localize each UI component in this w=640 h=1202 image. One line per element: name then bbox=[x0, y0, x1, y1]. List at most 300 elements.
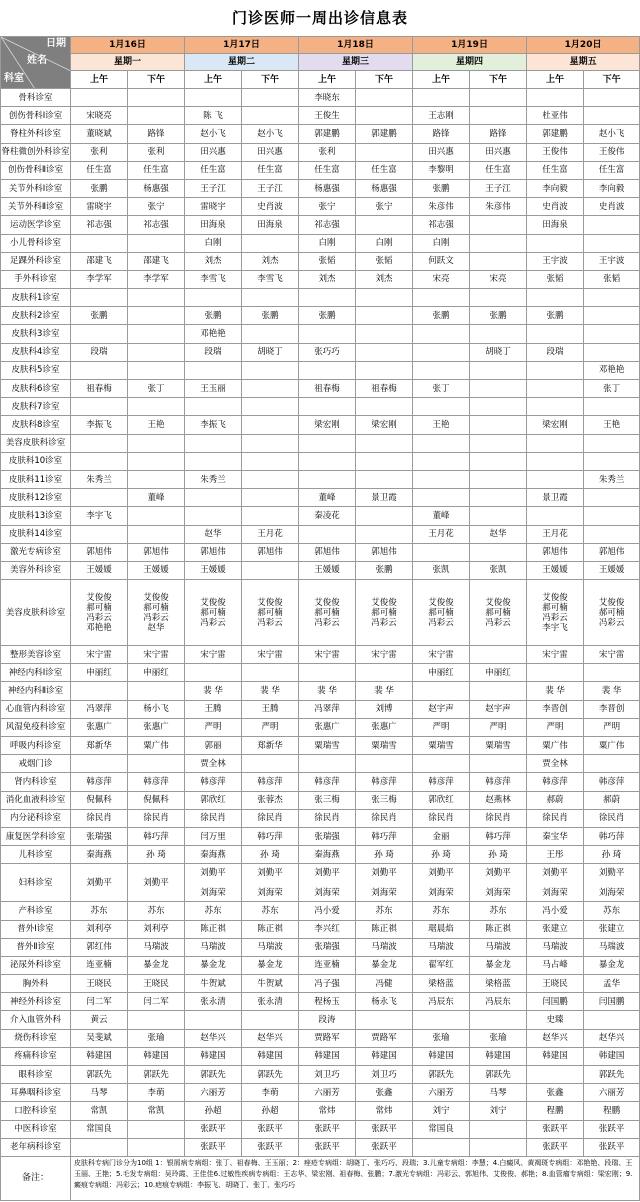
doctor-cell: 赵华兴 bbox=[527, 1029, 584, 1047]
table-row bbox=[1, 234, 640, 252]
doctor-cell: 郭建鹏 bbox=[527, 125, 584, 143]
doctor-cell bbox=[185, 89, 242, 107]
table-row bbox=[1, 325, 640, 343]
doctor-cell: 苏东 bbox=[128, 902, 185, 920]
doctor-cell: 马瑞波 bbox=[413, 938, 470, 956]
doctor-cell: 路锋 bbox=[128, 125, 185, 143]
table-row bbox=[1, 646, 640, 664]
table-row bbox=[1, 161, 640, 179]
doctor-cell: 连亚楠 bbox=[71, 956, 128, 974]
doctor-cell: 刘勤平 bbox=[128, 864, 185, 902]
doctor-cell: 郑新华 bbox=[71, 737, 128, 755]
doctor-cell: 闫万里 bbox=[185, 827, 242, 845]
doctor-cell: 程杨玉 bbox=[299, 993, 356, 1011]
doctor-cell: 孙超 bbox=[185, 1102, 242, 1120]
dept-cell: 皮肤科7诊室 bbox=[1, 398, 71, 416]
doctor-cell: 张瑜 bbox=[413, 1029, 470, 1047]
doctor-cell: 张惠广 bbox=[71, 718, 128, 736]
doctor-cell: 艾俊俊 郝可楠 冯彩云 bbox=[299, 580, 356, 646]
doctor-cell bbox=[299, 361, 356, 379]
doctor-cell bbox=[470, 507, 527, 525]
doctor-cell: 祖春梅 bbox=[299, 380, 356, 398]
doctor-cell: 常国良 bbox=[413, 1120, 470, 1138]
doctor-cell bbox=[470, 289, 527, 307]
doctor-cell bbox=[584, 664, 640, 682]
doctor-cell: 史肖波 bbox=[242, 198, 299, 216]
doctor-cell: 裴 华 bbox=[185, 682, 242, 700]
doctor-cell: 六丽芳 bbox=[299, 1084, 356, 1102]
doctor-cell: 陈 飞 bbox=[185, 107, 242, 125]
doctor-cell: 孟华 bbox=[584, 975, 640, 993]
schedule-table bbox=[0, 36, 640, 1201]
doctor-cell: 孙超 bbox=[242, 1102, 299, 1120]
doctor-cell: 王晓民 bbox=[71, 975, 128, 993]
doctor-cell bbox=[128, 755, 185, 773]
doctor-cell bbox=[128, 1011, 185, 1029]
table-row bbox=[1, 289, 640, 307]
doctor-cell: 王月花 bbox=[413, 525, 470, 543]
doctor-cell: 马琴 bbox=[470, 1084, 527, 1102]
dept-cell: 老年病科诊室 bbox=[1, 1138, 71, 1156]
doctor-cell bbox=[128, 361, 185, 379]
dept-cell: 普外Ⅰ诊室 bbox=[1, 920, 71, 938]
doctor-cell: 贾路军 bbox=[356, 1029, 413, 1047]
doctor-cell bbox=[128, 307, 185, 325]
doctor-cell: 刘卫巧 bbox=[356, 1066, 413, 1084]
doctor-cell bbox=[242, 325, 299, 343]
doctor-cell: 郝蔚 bbox=[584, 791, 640, 809]
dept-cell: 皮肤科2诊室 bbox=[1, 307, 71, 325]
doctor-cell: 申丽红 bbox=[71, 664, 128, 682]
table-row bbox=[1, 737, 640, 755]
doctor-cell bbox=[356, 289, 413, 307]
doctor-cell bbox=[128, 89, 185, 107]
doctor-cell bbox=[242, 416, 299, 434]
dept-cell: 耳鼻咽科诊室 bbox=[1, 1084, 71, 1102]
doctor-cell: 牛贺斌 bbox=[185, 975, 242, 993]
doctor-cell bbox=[413, 343, 470, 361]
doctor-cell bbox=[71, 452, 128, 470]
doctor-cell: 马瑞波 bbox=[356, 938, 413, 956]
schedule-body bbox=[1, 89, 640, 1157]
doctor-cell: 闫国鹏 bbox=[584, 993, 640, 1011]
doctor-cell: 裴 华 bbox=[527, 682, 584, 700]
doctor-cell: 徐民肖 bbox=[299, 809, 356, 827]
dept-cell: 美容皮肤科诊室 bbox=[1, 434, 71, 452]
doctor-cell: 郝蔚 bbox=[527, 791, 584, 809]
dept-cell: 神经内科Ⅱ诊室 bbox=[1, 682, 71, 700]
doctor-cell: 艾俊俊 郝可楠 冯彩云 bbox=[470, 580, 527, 646]
doctor-cell: 陈正祺 bbox=[470, 920, 527, 938]
doctor-cell bbox=[584, 289, 640, 307]
doctor-cell: 董晓斌 bbox=[71, 125, 128, 143]
doctor-cell bbox=[299, 398, 356, 416]
table-row bbox=[1, 773, 640, 791]
doctor-cell bbox=[413, 89, 470, 107]
doctor-cell: 梁宏刚 bbox=[356, 416, 413, 434]
doctor-cell: 李萌 bbox=[128, 1084, 185, 1102]
dept-cell: 皮肤科11诊室 bbox=[1, 470, 71, 488]
doctor-cell: 王艳 bbox=[413, 416, 470, 434]
doctor-cell: 六丽芳 bbox=[185, 1084, 242, 1102]
dept-cell: 眼科诊室 bbox=[1, 1066, 71, 1084]
dept-cell: 康复医学科诊室 bbox=[1, 827, 71, 845]
doctor-cell: 徐民肖 bbox=[71, 809, 128, 827]
doctor-cell: 赵小飞 bbox=[584, 125, 640, 143]
doctor-cell: 任生富 bbox=[584, 161, 640, 179]
doctor-cell: 冯辰东 bbox=[470, 993, 527, 1011]
weekday-header: 星期一 bbox=[71, 54, 185, 71]
table-row bbox=[1, 827, 640, 845]
doctor-cell: 暴金龙 bbox=[584, 956, 640, 974]
doctor-cell: 严明 bbox=[584, 718, 640, 736]
doctor-cell: 王艳 bbox=[128, 416, 185, 434]
doctor-cell: 刘宁 bbox=[470, 1102, 527, 1120]
doctor-cell bbox=[527, 507, 584, 525]
doctor-cell bbox=[470, 1011, 527, 1029]
doctor-cell: 邓艳艳 bbox=[185, 325, 242, 343]
doctor-cell: 董峰 bbox=[413, 507, 470, 525]
table-row bbox=[1, 902, 640, 920]
dept-cell: 中医科诊室 bbox=[1, 1120, 71, 1138]
doctor-cell: 韩建国 bbox=[584, 1047, 640, 1065]
dept-cell: 皮肤科12诊室 bbox=[1, 489, 71, 507]
doctor-cell bbox=[470, 252, 527, 270]
dept-cell: 心血管内科诊室 bbox=[1, 700, 71, 718]
doctor-cell bbox=[71, 755, 128, 773]
doctor-cell: 严明 bbox=[242, 718, 299, 736]
dept-cell: 创伤骨科Ⅰ诊室 bbox=[1, 107, 71, 125]
doctor-cell: 韩建国 bbox=[470, 1047, 527, 1065]
doctor-cell: 张凯 bbox=[470, 561, 527, 579]
weekday-header: 星期四 bbox=[413, 54, 527, 71]
doctor-cell: 刘杰 bbox=[299, 270, 356, 288]
doctor-cell bbox=[71, 398, 128, 416]
table-row bbox=[1, 216, 640, 234]
doctor-cell: 粟瑞雪 bbox=[470, 737, 527, 755]
date-header: 1月17日 bbox=[185, 37, 299, 54]
doctor-cell: 宋宁雷 bbox=[413, 646, 470, 664]
doctor-cell: 任生富 bbox=[128, 161, 185, 179]
doctor-cell bbox=[470, 646, 527, 664]
doctor-cell bbox=[413, 1138, 470, 1156]
doctor-cell bbox=[242, 289, 299, 307]
doctor-cell bbox=[470, 755, 527, 773]
doctor-cell: 梁格蓝 bbox=[413, 975, 470, 993]
doctor-cell: 刘勤平 刘海荣 bbox=[242, 864, 299, 902]
doctor-cell: 韩彦萍 bbox=[242, 773, 299, 791]
doctor-cell bbox=[128, 289, 185, 307]
doctor-cell bbox=[128, 1120, 185, 1138]
doctor-cell: 郭旭伟 bbox=[71, 543, 128, 561]
doctor-cell bbox=[584, 755, 640, 773]
doctor-cell: 暴金龙 bbox=[128, 956, 185, 974]
doctor-cell bbox=[299, 289, 356, 307]
doctor-cell bbox=[584, 1011, 640, 1029]
doctor-cell: 朱秀兰 bbox=[185, 470, 242, 488]
doctor-cell: 刘勤平 刘海荣 bbox=[356, 864, 413, 902]
doctor-cell: 贾路军 bbox=[299, 1029, 356, 1047]
dept-cell: 整形美容诊室 bbox=[1, 646, 71, 664]
doctor-cell bbox=[242, 507, 299, 525]
dept-cell: 运动医学诊室 bbox=[1, 216, 71, 234]
table-row bbox=[1, 755, 640, 773]
doctor-cell: 暴金龙 bbox=[242, 956, 299, 974]
doctor-cell: 王媛媛 bbox=[128, 561, 185, 579]
doctor-cell: 赵华兴 bbox=[584, 1029, 640, 1047]
doctor-cell: 杨永飞 bbox=[356, 993, 413, 1011]
doctor-cell: 邵建飞 bbox=[128, 252, 185, 270]
doctor-cell bbox=[299, 325, 356, 343]
doctor-cell: 程鹏 bbox=[527, 1102, 584, 1120]
doctor-cell: 秦海燕 bbox=[71, 846, 128, 864]
doctor-cell: 孙 琦 bbox=[470, 846, 527, 864]
doctor-cell: 张惠广 bbox=[356, 718, 413, 736]
doctor-cell: 艾俊俊 郝可楠 冯彩云 李宇飞 bbox=[527, 580, 584, 646]
doctor-cell bbox=[470, 416, 527, 434]
doctor-cell: 宋宁雷 bbox=[584, 646, 640, 664]
doctor-cell bbox=[71, 434, 128, 452]
doctor-cell: 王俊伟 bbox=[527, 143, 584, 161]
doctor-cell: 赵宇声 bbox=[470, 700, 527, 718]
doctor-cell bbox=[128, 525, 185, 543]
doctor-cell bbox=[527, 434, 584, 452]
doctor-cell: 李兴红 bbox=[299, 920, 356, 938]
doctor-cell: 宋宁雷 bbox=[185, 646, 242, 664]
dept-cell: 激光专病诊室 bbox=[1, 543, 71, 561]
doctor-cell: 王晓民 bbox=[527, 975, 584, 993]
doctor-cell bbox=[356, 107, 413, 125]
doctor-cell bbox=[356, 664, 413, 682]
doctor-cell bbox=[299, 452, 356, 470]
doctor-cell: 史肖波 bbox=[527, 198, 584, 216]
dept-cell: 口腔科诊室 bbox=[1, 1102, 71, 1120]
doctor-cell: 韩建国 bbox=[71, 1047, 128, 1065]
dept-cell: 普外Ⅱ诊室 bbox=[1, 938, 71, 956]
doctor-cell: 六丽芳 bbox=[413, 1084, 470, 1102]
doctor-cell bbox=[470, 452, 527, 470]
doctor-cell bbox=[299, 755, 356, 773]
doctor-cell: 张跃平 bbox=[356, 1120, 413, 1138]
doctor-cell: 田兴惠 bbox=[242, 143, 299, 161]
doctor-cell: 黄云 bbox=[71, 1011, 128, 1029]
doctor-cell bbox=[242, 561, 299, 579]
header-corner bbox=[1, 37, 71, 89]
doctor-cell: 韩建国 bbox=[242, 1047, 299, 1065]
doctor-cell: 刘博 bbox=[356, 700, 413, 718]
doctor-cell: 杨小飞 bbox=[128, 700, 185, 718]
doctor-cell bbox=[584, 307, 640, 325]
doctor-cell: 韩巧萍 bbox=[584, 827, 640, 845]
doctor-cell: 徐民肖 bbox=[413, 809, 470, 827]
doctor-cell bbox=[470, 107, 527, 125]
doctor-cell: 韩建国 bbox=[185, 1047, 242, 1065]
doctor-cell: 秦凌花 bbox=[299, 507, 356, 525]
doctor-cell: 雷晓宇 bbox=[71, 198, 128, 216]
table-row bbox=[1, 307, 640, 325]
doctor-cell bbox=[242, 380, 299, 398]
doctor-cell: 暴金龙 bbox=[470, 956, 527, 974]
table-row bbox=[1, 143, 640, 161]
doctor-cell bbox=[299, 525, 356, 543]
doctor-cell bbox=[470, 89, 527, 107]
doctor-cell: 徐民肖 bbox=[584, 809, 640, 827]
doctor-cell bbox=[185, 489, 242, 507]
date-label: 日期 bbox=[46, 38, 66, 49]
doctor-cell: 闫二军 bbox=[128, 993, 185, 1011]
doctor-cell: 郭跃先 bbox=[242, 1066, 299, 1084]
doctor-cell: 张鹏 bbox=[71, 307, 128, 325]
doctor-cell: 任生富 bbox=[527, 161, 584, 179]
doctor-cell bbox=[299, 434, 356, 452]
doctor-cell: 王子江 bbox=[470, 179, 527, 197]
dept-cell: 神经内科Ⅰ诊室 bbox=[1, 664, 71, 682]
doctor-cell bbox=[584, 216, 640, 234]
doctor-cell: 田兴惠 bbox=[185, 143, 242, 161]
doctor-cell: 韩彦萍 bbox=[128, 773, 185, 791]
doctor-cell: 张丁 bbox=[413, 380, 470, 398]
doctor-cell bbox=[356, 507, 413, 525]
doctor-cell: 郭旭伟 bbox=[356, 543, 413, 561]
doctor-cell: 郭跃先 bbox=[584, 1066, 640, 1084]
dept-cell: 皮肤科8诊室 bbox=[1, 416, 71, 434]
doctor-cell: 韩建国 bbox=[527, 1047, 584, 1065]
doctor-cell bbox=[584, 89, 640, 107]
doctor-cell: 刘杰 bbox=[185, 252, 242, 270]
doctor-cell: 冯子强 bbox=[299, 975, 356, 993]
doctor-cell: 常凯 bbox=[128, 1102, 185, 1120]
doctor-cell: 申丽红 bbox=[470, 664, 527, 682]
dept-cell: 美容皮肤科诊室 bbox=[1, 580, 71, 646]
doctor-cell: 冯翠萍 bbox=[299, 700, 356, 718]
doctor-cell: 冯小爱 bbox=[527, 902, 584, 920]
dept-cell: 皮肤科4诊室 bbox=[1, 343, 71, 361]
doctor-cell bbox=[185, 361, 242, 379]
doctor-cell: 韩彦萍 bbox=[185, 773, 242, 791]
doctor-cell bbox=[413, 398, 470, 416]
doctor-cell: 郑新华 bbox=[242, 737, 299, 755]
doctor-cell: 冯辰东 bbox=[413, 993, 470, 1011]
doctor-cell: 张蓉杰 bbox=[242, 791, 299, 809]
doctor-cell bbox=[242, 664, 299, 682]
table-row bbox=[1, 1047, 640, 1065]
dept-cell: 创伤骨科Ⅱ诊室 bbox=[1, 161, 71, 179]
doctor-cell: 段瑞 bbox=[185, 343, 242, 361]
doctor-cell: 张惠广 bbox=[299, 718, 356, 736]
doctor-cell: 李黎明 bbox=[413, 161, 470, 179]
doctor-cell: 张跃平 bbox=[242, 1120, 299, 1138]
doctor-cell: 张瑜 bbox=[128, 1029, 185, 1047]
doctor-cell: 段涛 bbox=[299, 1011, 356, 1029]
doctor-cell bbox=[413, 434, 470, 452]
table-row bbox=[1, 791, 640, 809]
doctor-cell: 徐民肖 bbox=[527, 809, 584, 827]
dept-cell: 妇科诊室 bbox=[1, 864, 71, 902]
doctor-cell: 王子江 bbox=[185, 179, 242, 197]
doctor-cell bbox=[470, 1120, 527, 1138]
doctor-cell bbox=[413, 1011, 470, 1029]
doctor-cell bbox=[470, 1138, 527, 1156]
doctor-cell: 刘宁 bbox=[413, 1102, 470, 1120]
doctor-cell bbox=[527, 380, 584, 398]
doctor-cell: 马瑞波 bbox=[128, 938, 185, 956]
doctor-cell: 闫二军 bbox=[71, 993, 128, 1011]
doctor-cell: 张鹏 bbox=[413, 179, 470, 197]
doctor-cell bbox=[242, 361, 299, 379]
doctor-cell: 宋宁雷 bbox=[299, 646, 356, 664]
doctor-cell: 郭建鹏 bbox=[356, 125, 413, 143]
doctor-cell bbox=[185, 507, 242, 525]
doctor-cell: 王月花 bbox=[242, 525, 299, 543]
dept-cell: 骨科诊室 bbox=[1, 89, 71, 107]
doctor-cell: 贾全林 bbox=[527, 755, 584, 773]
table-row bbox=[1, 700, 640, 718]
doctor-cell: 李晋创 bbox=[527, 700, 584, 718]
doctor-cell: 张利 bbox=[71, 143, 128, 161]
doctor-cell bbox=[185, 398, 242, 416]
doctor-cell bbox=[413, 489, 470, 507]
table-row bbox=[1, 270, 640, 288]
doctor-cell bbox=[242, 434, 299, 452]
doctor-cell bbox=[413, 470, 470, 488]
doctor-cell bbox=[185, 434, 242, 452]
doctor-cell: 郭丽 bbox=[185, 737, 242, 755]
pm-header: 下午 bbox=[242, 71, 299, 89]
date-header: 1月16日 bbox=[71, 37, 185, 54]
doctor-cell: 赵宇声 bbox=[413, 700, 470, 718]
doctor-cell: 粟瑞雪 bbox=[299, 737, 356, 755]
doctor-cell: 王媛媛 bbox=[71, 561, 128, 579]
doctor-cell: 祖春梅 bbox=[356, 380, 413, 398]
date-header: 1月18日 bbox=[299, 37, 413, 54]
doctor-cell bbox=[128, 234, 185, 252]
doctor-cell bbox=[242, 489, 299, 507]
doctor-cell: 韩彦萍 bbox=[413, 773, 470, 791]
table-row bbox=[1, 1011, 640, 1029]
doctor-cell: 张永清 bbox=[185, 993, 242, 1011]
doctor-cell: 赵华兴 bbox=[242, 1029, 299, 1047]
date-header: 1月20日 bbox=[527, 37, 640, 54]
doctor-cell: 邵建飞 bbox=[71, 252, 128, 270]
doctor-cell: 张永清 bbox=[242, 993, 299, 1011]
doctor-cell: 段瑞 bbox=[71, 343, 128, 361]
doctor-cell: 刘利亭 bbox=[128, 920, 185, 938]
doctor-cell: 宋亮 bbox=[470, 270, 527, 288]
doctor-cell: 宋宁雷 bbox=[128, 646, 185, 664]
doctor-cell bbox=[242, 89, 299, 107]
pm-header: 下午 bbox=[128, 71, 185, 89]
doctor-cell: 孙 琦 bbox=[584, 846, 640, 864]
doctor-cell: 张三梅 bbox=[356, 791, 413, 809]
doctor-cell: 李向毅 bbox=[584, 179, 640, 197]
doctor-cell: 王晓民 bbox=[128, 975, 185, 993]
table-row bbox=[1, 398, 640, 416]
doctor-cell: 常凯 bbox=[71, 1102, 128, 1120]
doctor-cell: 程鹏 bbox=[584, 1102, 640, 1120]
doctor-cell: 宋晓亮 bbox=[71, 107, 128, 125]
doctor-cell: 暴金龙 bbox=[185, 956, 242, 974]
doctor-cell: 刘勤平 刘海荣 bbox=[185, 864, 242, 902]
doctor-cell: 郭旭伟 bbox=[584, 543, 640, 561]
doctor-cell bbox=[413, 543, 470, 561]
doctor-cell: 李萌 bbox=[242, 1084, 299, 1102]
doctor-cell: 赵华兴 bbox=[185, 1029, 242, 1047]
doctor-cell: 王媛媛 bbox=[527, 561, 584, 579]
doctor-cell bbox=[242, 452, 299, 470]
doctor-cell bbox=[356, 216, 413, 234]
doctor-cell bbox=[71, 489, 128, 507]
doctor-cell: 张宁 bbox=[299, 198, 356, 216]
